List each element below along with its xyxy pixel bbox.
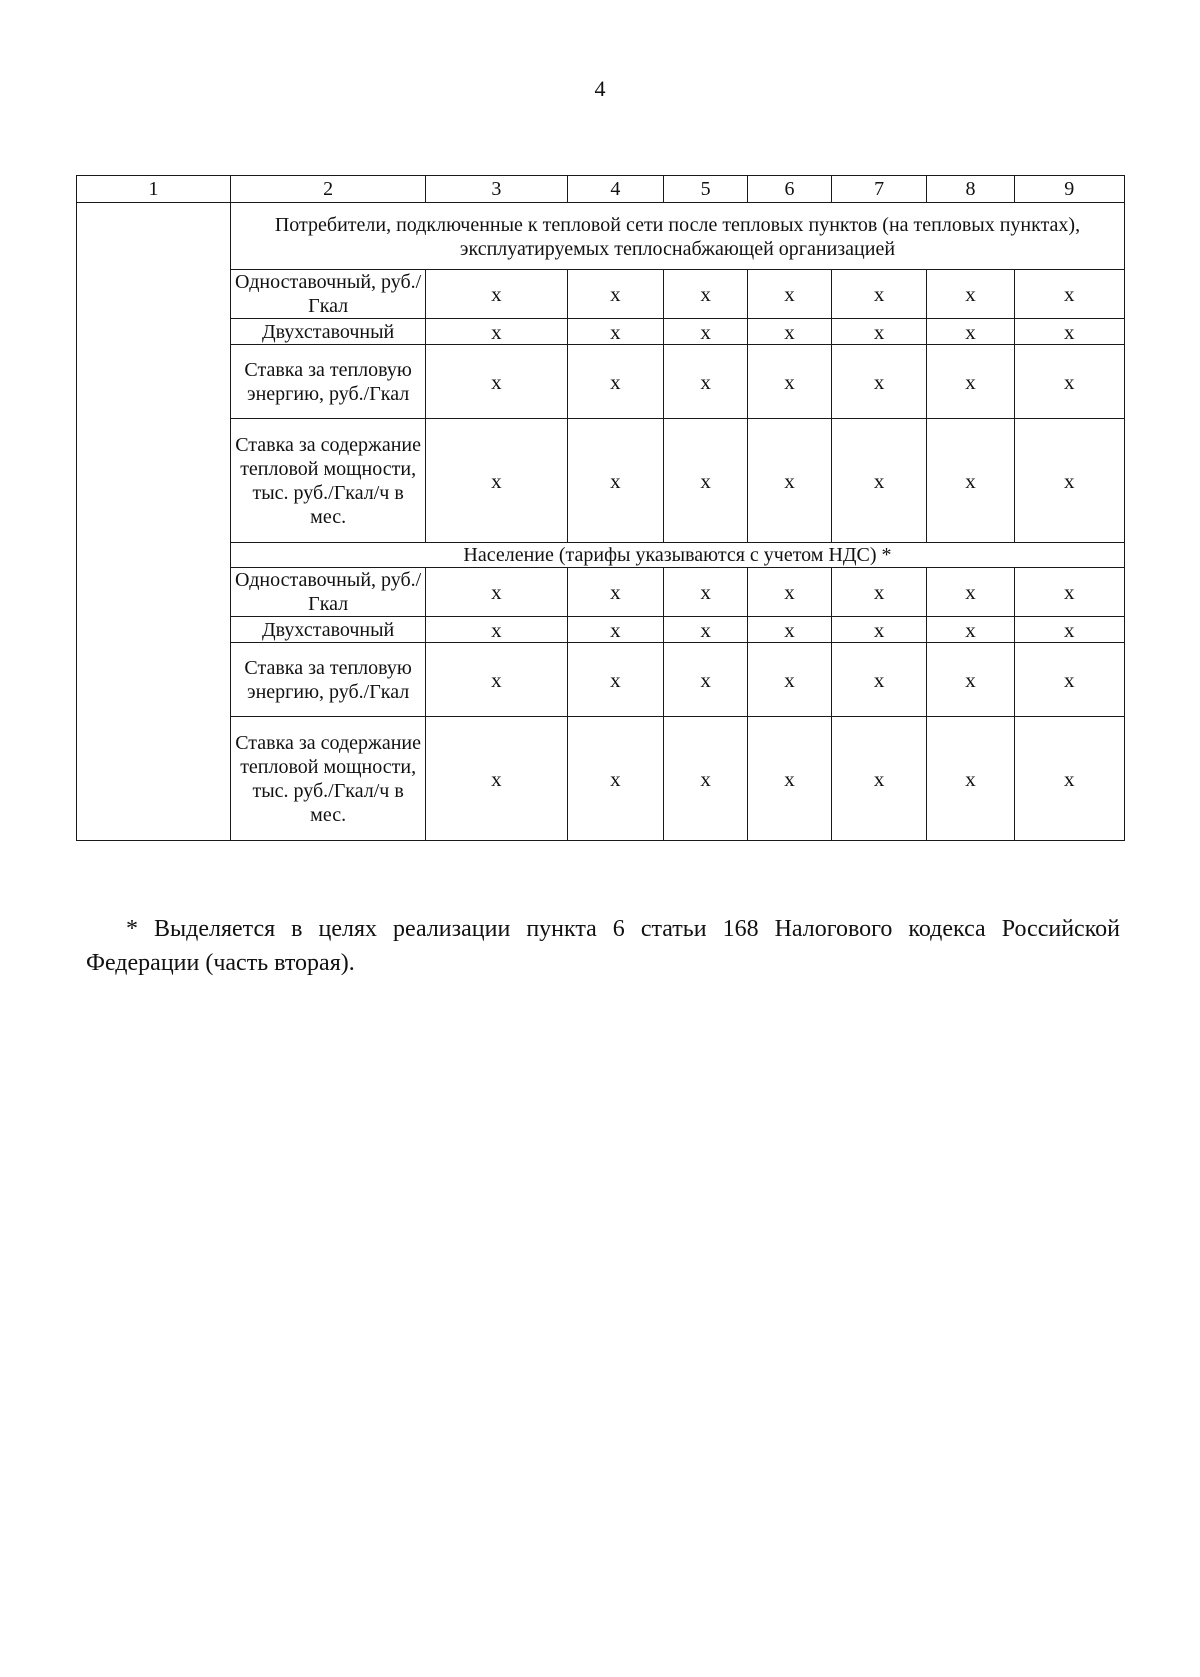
- table-cell: х: [831, 617, 927, 643]
- empty-first-column-cell: [77, 203, 231, 841]
- table-cell: х: [927, 568, 1014, 617]
- table-cell: х: [426, 643, 567, 717]
- table-cell: х: [831, 319, 927, 345]
- table-cell: х: [567, 345, 664, 419]
- section-header-row: [77, 203, 1125, 270]
- tariff-table: [76, 175, 1125, 841]
- table-cell: х: [426, 345, 567, 419]
- table-cell: х: [748, 270, 832, 319]
- table-cell: х: [748, 419, 832, 543]
- table-cell: х: [1014, 345, 1125, 419]
- table-cell: х: [927, 717, 1014, 841]
- table-cell: х: [927, 345, 1014, 419]
- section-title: Потребители, подключенные к тепловой сети после тепловых пунктов (на тепловых пунктах), эксплуатируемых теплоснабжающей организацией: [230, 203, 1124, 270]
- table-cell: х: [748, 568, 832, 617]
- table-cell: х: [664, 617, 748, 643]
- table-cell: х: [664, 568, 748, 617]
- table-cell: х: [927, 270, 1014, 319]
- row-label: Двухставочный: [230, 319, 425, 345]
- table-cell: х: [664, 419, 748, 543]
- column-number: 3: [426, 176, 567, 203]
- section-header-row: [77, 543, 1125, 568]
- table-cell: х: [1014, 270, 1125, 319]
- table-row: [77, 345, 1125, 419]
- table-row: [77, 568, 1125, 617]
- table-row: [77, 617, 1125, 643]
- table-cell: х: [664, 643, 748, 717]
- table-cell: х: [664, 270, 748, 319]
- column-number: 2: [230, 176, 425, 203]
- table-cell: х: [426, 270, 567, 319]
- table-cell: х: [748, 617, 832, 643]
- column-number: 7: [831, 176, 927, 203]
- table-cell: х: [426, 717, 567, 841]
- table-cell: х: [927, 319, 1014, 345]
- table-cell: х: [1014, 568, 1125, 617]
- column-number: 8: [927, 176, 1014, 203]
- column-number: 9: [1014, 176, 1125, 203]
- row-label: Двухставочный: [230, 617, 425, 643]
- table-cell: х: [831, 345, 927, 419]
- section-title: Население (тарифы указываются с учетом НДС) *: [230, 543, 1124, 568]
- row-label: Ставка за тепловую энергию, руб./Гкал: [230, 345, 425, 419]
- table-cell: х: [426, 568, 567, 617]
- table-cell: х: [1014, 319, 1125, 345]
- column-number: 6: [748, 176, 832, 203]
- row-label: Ставка за содержание тепловой мощности, тыс. руб./Гкал/ч в мес.: [230, 717, 425, 841]
- table-cell: х: [567, 419, 664, 543]
- table-cell: х: [927, 617, 1014, 643]
- table-cell: х: [426, 319, 567, 345]
- table-cell: х: [567, 568, 664, 617]
- footnote: * Выделяется в целях реализации пункта 6 статьи 168 Налогового кодекса Российской Федерации (часть вторая).: [86, 916, 1120, 976]
- table-cell: х: [927, 419, 1014, 543]
- table-cell: х: [748, 345, 832, 419]
- row-label: Одноставочный, руб./Гкал: [230, 568, 425, 617]
- table-cell: х: [927, 643, 1014, 717]
- row-label: Ставка за тепловую энергию, руб./Гкал: [230, 643, 425, 717]
- table-header-row: [77, 176, 1125, 203]
- table-cell: х: [748, 319, 832, 345]
- table-cell: х: [664, 319, 748, 345]
- table-cell: х: [831, 568, 927, 617]
- table-cell: х: [664, 717, 748, 841]
- table-cell: х: [664, 345, 748, 419]
- table-cell: х: [748, 717, 832, 841]
- table-cell: х: [426, 419, 567, 543]
- table-row: [77, 270, 1125, 319]
- table-cell: х: [567, 643, 664, 717]
- table-row: [77, 643, 1125, 717]
- table-cell: х: [1014, 717, 1125, 841]
- table-cell: х: [831, 419, 927, 543]
- table-row: [77, 319, 1125, 345]
- table-row: [77, 419, 1125, 543]
- table-cell: х: [567, 617, 664, 643]
- table-cell: х: [567, 270, 664, 319]
- table-row: [77, 717, 1125, 841]
- table-cell: х: [567, 717, 664, 841]
- table-cell: х: [426, 617, 567, 643]
- column-number: 1: [77, 176, 231, 203]
- table-cell: х: [831, 717, 927, 841]
- row-label: Ставка за содержание тепловой мощности, тыс. руб./Гкал/ч в мес.: [230, 419, 425, 543]
- table-cell: х: [567, 319, 664, 345]
- table-cell: х: [831, 270, 927, 319]
- table-cell: х: [1014, 643, 1125, 717]
- table-cell: х: [748, 643, 832, 717]
- table-cell: х: [1014, 419, 1125, 543]
- column-number: 4: [567, 176, 664, 203]
- table-cell: х: [1014, 617, 1125, 643]
- row-label: Одноставочный, руб./Гкал: [230, 270, 425, 319]
- column-number: 5: [664, 176, 748, 203]
- page-number: 4: [594, 76, 606, 101]
- table-cell: х: [831, 643, 927, 717]
